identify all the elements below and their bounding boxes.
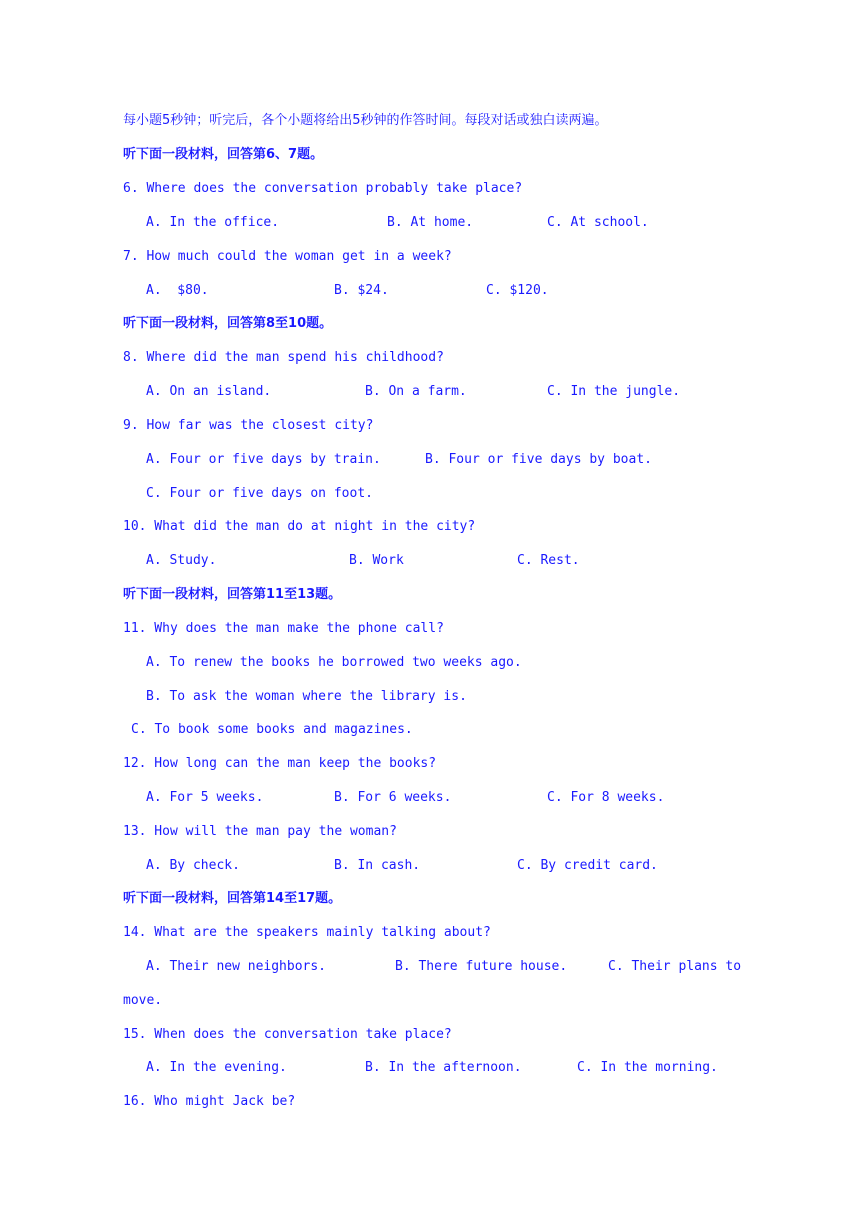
question-9-stem: 9. How far was the closest city? (123, 418, 374, 433)
question-12-option-c: C. For 8 weeks. (547, 790, 665, 805)
question-14-stem: 14. What are the speakers mainly talking about? (123, 925, 491, 940)
question-13-stem: 13. How will the man pay the woman? (123, 824, 397, 839)
question-15-option-b: B. In the afternoon. (365, 1060, 522, 1075)
question-12-stem: 12. How long can the man keep the books? (123, 756, 437, 771)
question-14-option-c: C. Their plans to (608, 959, 742, 974)
question-12-option-a: A. For 5 weeks. (146, 790, 264, 805)
question-9-option-b: B. Four or five days by boat. (425, 452, 652, 467)
question-15-option-a: A. In the evening. (146, 1060, 287, 1075)
section-heading-6-7: 听下面一段材料，回答第6、7题。 (123, 147, 324, 162)
question-11-option-b: B. To ask the woman where the library is. (146, 689, 467, 704)
question-8-option-b: B. On a farm. (365, 384, 467, 399)
question-11-option-a: A. To renew the books he borrowed two weeks ago. (146, 655, 522, 670)
question-8-option-a: A. On an island. (146, 384, 272, 399)
question-14-option-a: A. Their new neighbors. (146, 959, 327, 974)
question-13-option-a: A. By check. (146, 858, 240, 873)
question-7-option-b: B. $24. (334, 283, 389, 298)
question-15-stem: 15. When does the conversation take place? (123, 1027, 452, 1042)
question-7-option-c: C. $120. (486, 283, 549, 298)
question-11-stem: 11. Why does the man make the phone call? (123, 621, 444, 636)
question-10-option-c: C. Rest. (517, 553, 580, 568)
question-15-option-c: C. In the morning. (577, 1060, 718, 1075)
section-heading-14-17: 听下面一段材料，回答第14至17题。 (123, 891, 342, 906)
question-10-option-a: A. Study. (146, 553, 217, 568)
question-8-option-c: C. In the jungle. (547, 384, 681, 399)
question-10-stem: 10. What did the man do at night in the city? (123, 519, 476, 534)
question-12-option-b: B. For 6 weeks. (334, 790, 452, 805)
question-11-option-c: C. To book some books and magazines. (131, 722, 413, 737)
question-6-option-a: A. In the office. (146, 215, 280, 230)
question-13-option-b: B. In cash. (334, 858, 421, 873)
question-8-stem: 8. Where did the man spend his childhood? (123, 350, 444, 365)
question-7-stem: 7. How much could the woman get in a week? (123, 249, 452, 264)
question-9-option-a: A. Four or five days by train. (146, 452, 381, 467)
question-6-option-c: C. At school. (547, 215, 649, 230)
question-13-option-c: C. By credit card. (517, 858, 658, 873)
question-7-option-a: A. $80. (146, 283, 209, 298)
section-heading-8-10: 听下面一段材料，回答第8至10题。 (123, 316, 333, 331)
intro-text: 每小题5秒钟；听完后，各个小题将给出5秒钟的作答时间。每段对话或独白读两遍。 (123, 113, 608, 128)
question-10-option-b: B. Work (349, 553, 404, 568)
question-16-stem: 16. Who might Jack be? (123, 1094, 296, 1109)
question-6-option-b: B. At home. (387, 215, 474, 230)
question-6-stem: 6. Where does the conversation probably take place? (123, 181, 523, 196)
question-14-option-c-continued: move. (123, 993, 163, 1008)
question-9-option-c: C. Four or five days on foot. (146, 486, 373, 501)
section-heading-11-13: 听下面一段材料，回答第11至13题。 (123, 587, 342, 602)
question-14-option-b: B. There future house. (395, 959, 568, 974)
